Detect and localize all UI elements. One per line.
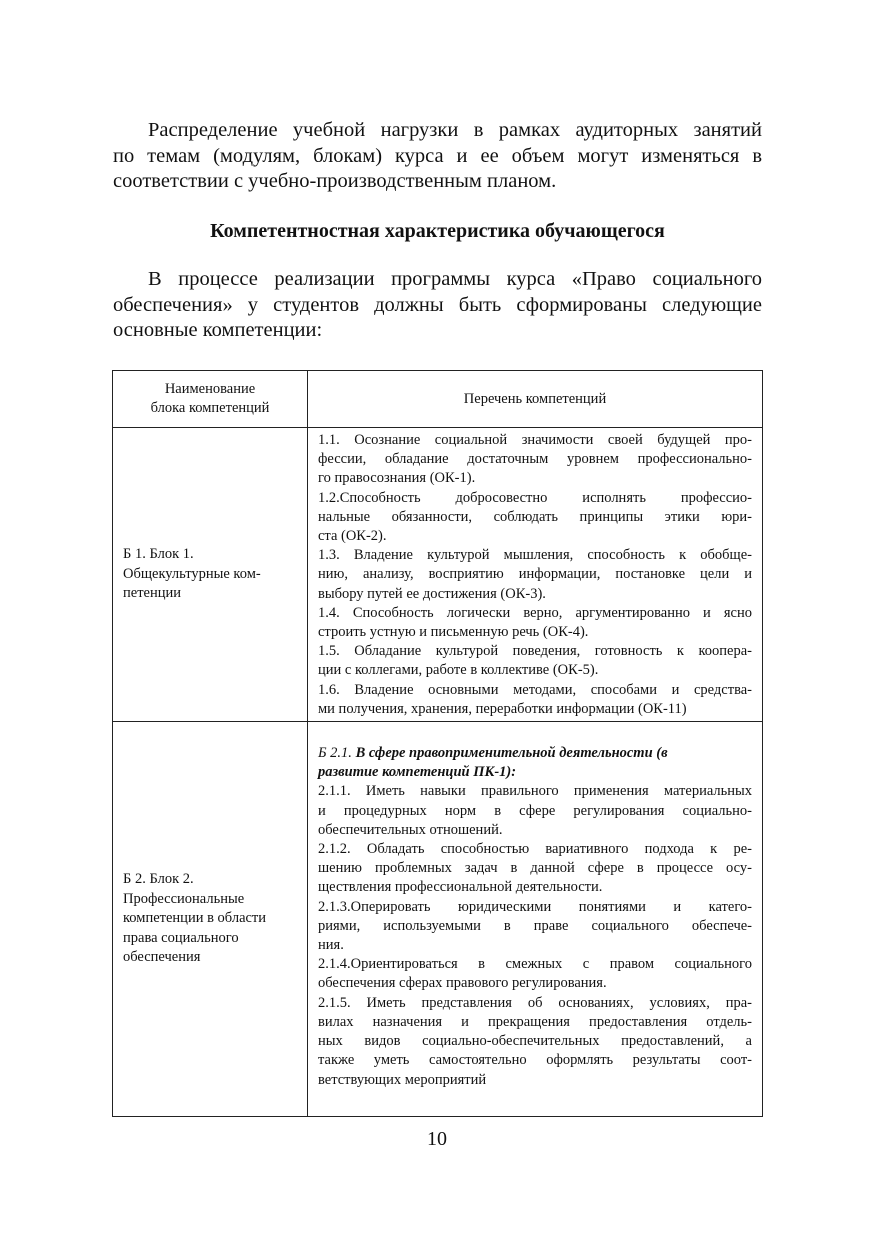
competency-item xyxy=(318,489,752,547)
page-number: 10 xyxy=(427,1128,447,1150)
competency-item xyxy=(318,782,752,840)
section-heading: Компетентностная характеристика обучающегося xyxy=(210,220,665,242)
item-line: ции с коллегами, работе в коллективе (ОК-5). xyxy=(318,662,599,679)
lead-paragraph xyxy=(113,267,762,344)
header-block-line: Наименование xyxy=(164,381,256,397)
item-line: фессии, обладание достаточным уровнем профессионально- xyxy=(318,451,752,468)
item-line: и процедурных норм в сфере регулирования социально- xyxy=(318,802,752,819)
item-line: ния. xyxy=(318,937,344,954)
item-line: го правосознания (ОК-1). xyxy=(318,470,476,487)
header-block-line: блока компетенций xyxy=(150,400,270,416)
block-name-line: обеспечения xyxy=(123,949,201,966)
item-line: 1.6. Владение основными методами, способами и средства- xyxy=(318,681,752,698)
lead-line: В процессе реализации программы курса «Право социального xyxy=(148,268,762,290)
item-line: также уметь самостоятельно оформлять результаты соот- xyxy=(318,1052,752,1069)
subhead-line xyxy=(318,744,752,763)
item-line: ществления профессиональной деятельности. xyxy=(318,879,603,896)
block-name-line: права социального xyxy=(123,929,239,946)
item-line: ста (ОК-2). xyxy=(318,528,387,545)
item-line: 2.1.4.Ориентироваться в смежных с правом социального xyxy=(318,956,752,973)
block-name-cell xyxy=(113,722,308,1117)
competency-item xyxy=(318,604,752,642)
competencies-table xyxy=(112,370,763,1117)
lead-line: основные компетенции: xyxy=(113,319,323,341)
item-line: ми получения, хранения, переработки информации (ОК-11) xyxy=(318,700,687,717)
item-line: 2.1.2. Обладать способностью вариативного подхода к ре- xyxy=(318,841,752,858)
block-name-line: Профессиональные xyxy=(123,890,245,907)
block-name-line: Б 1. Блок 1. xyxy=(123,546,194,563)
block-name-cell xyxy=(113,428,308,722)
lead-line: обеспечения» у студентов должны быть сформированы следующие xyxy=(113,293,762,316)
table-row xyxy=(113,428,763,722)
competency-item xyxy=(318,431,752,489)
block-name-line: компетенции в области xyxy=(123,910,267,927)
competency-item xyxy=(318,994,752,1090)
subhead-line: развитие компетенций ПК-1): xyxy=(318,764,517,781)
competency-item xyxy=(318,681,752,719)
table-header-row xyxy=(113,371,763,428)
item-line: 1.4. Способность логически верно, аргументированно и ясно xyxy=(318,604,752,621)
intro-line: Распределение учебной нагрузки в рамках аудиторных занятий xyxy=(148,119,762,141)
item-line: 2.1.3.Оперировать юридическими понятиями и катего- xyxy=(318,898,752,915)
competency-item xyxy=(318,546,752,604)
item-line: 2.1.5. Иметь представления об основаниях, условиях, пра- xyxy=(318,994,752,1011)
intro-paragraph xyxy=(113,118,762,195)
competency-list-cell xyxy=(308,722,763,1117)
item-line: обеспечительных отношений. xyxy=(318,821,503,838)
item-line: 2.1.1. Иметь навыки правильного применения материальных xyxy=(318,783,752,800)
item-line: нию, анализу, восприятию информации, постановке цели и xyxy=(318,566,752,583)
item-line: шению проблемных задач в данной сфере в процессе осу- xyxy=(318,860,752,877)
block-name-line: петенции xyxy=(123,585,182,602)
item-line: 1.1. Осознание социальной значимости своей будущей про- xyxy=(318,432,752,448)
subhead-text: В сфере правоприменительной деятельности (в xyxy=(355,745,668,762)
item-line: ных видов социально-обеспечительных предоставлений, а xyxy=(318,1033,752,1050)
competency-item xyxy=(318,840,752,898)
competency-list-cell xyxy=(308,428,763,722)
block-name-line: Б 2. Блок 2. xyxy=(123,871,194,888)
header-competency-list: Перечень компетенций xyxy=(308,371,763,428)
block-name-line: Общекультурные ком- xyxy=(123,565,261,582)
item-line: обеспечения сферах правового регулирования. xyxy=(318,975,607,992)
intro-line: по темам (модулям, блокам) курса и ее объем могут изменяться в xyxy=(113,144,762,167)
competency-item xyxy=(318,898,752,956)
table-row xyxy=(113,722,763,1117)
item-line: вилах назначения и прекращения предоставления отдель- xyxy=(318,1013,752,1030)
item-line: нальные обязанности, соблюдать принципы этики юри- xyxy=(318,508,752,525)
sub-block-heading xyxy=(318,744,752,782)
item-line: выбору путей ее достижения (ОК-3). xyxy=(318,585,546,602)
header-block-name xyxy=(113,371,308,428)
competency-item xyxy=(318,642,752,680)
item-line: риями, используемыми в праве социального обеспече- xyxy=(318,917,752,934)
competency-item xyxy=(318,955,752,993)
item-line: 1.5. Обладание культурой поведения, готовность к коопера- xyxy=(318,643,752,660)
item-line: 1.3. Владение культурой мышления, способность к обобще- xyxy=(318,547,752,564)
intro-line: соответствии с учебно-производственным планом. xyxy=(113,170,557,192)
item-line: строить устную и письменную речь (ОК-4). xyxy=(318,624,589,641)
sub-block-code: Б 2.1. xyxy=(318,745,352,762)
item-line: 1.2.Способность добросовестно исполнять профессио- xyxy=(318,489,752,506)
item-line: ветствующих мероприятий xyxy=(318,1071,487,1088)
